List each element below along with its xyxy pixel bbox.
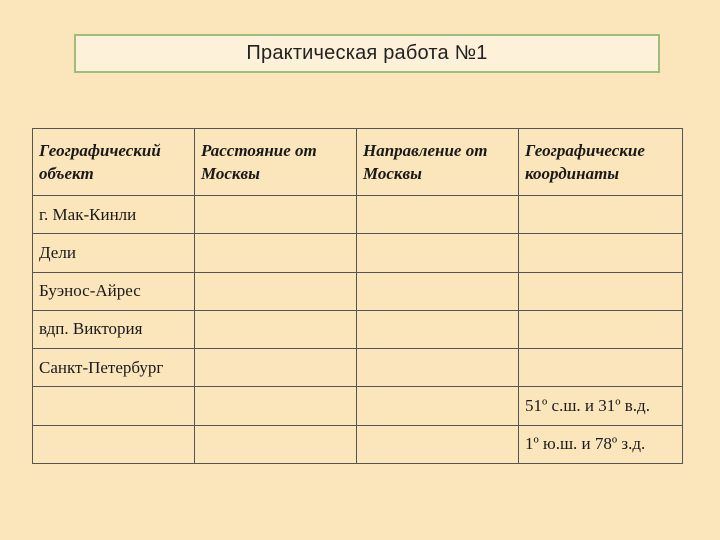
table-header-row	[33, 129, 683, 196]
cell-coordinates	[519, 234, 683, 272]
table-row	[33, 272, 683, 310]
table-row	[33, 387, 683, 425]
cell-distance	[195, 310, 357, 348]
cell-object: вдп. Виктория	[33, 310, 195, 348]
table-row	[33, 310, 683, 348]
cell-direction	[357, 349, 519, 387]
table-row	[33, 196, 683, 234]
page-title: Практическая работа №1	[74, 34, 660, 73]
cell-coordinates	[519, 196, 683, 234]
cell-coordinates	[519, 349, 683, 387]
cell-object: Санкт-Петербург	[33, 349, 195, 387]
cell-distance	[195, 349, 357, 387]
cell-coordinates	[519, 272, 683, 310]
header-geographic-coordinates: Географические координаты	[519, 129, 683, 196]
header-direction-from-moscow: Направление от Москвы	[357, 129, 519, 196]
cell-object	[33, 425, 195, 463]
header-geographic-object: Географический объект	[33, 129, 195, 196]
header-distance-from-moscow: Расстояние от Москвы	[195, 129, 357, 196]
cell-object: Буэнос-Айрес	[33, 272, 195, 310]
table-row	[33, 349, 683, 387]
cell-object	[33, 387, 195, 425]
cell-direction	[357, 310, 519, 348]
cell-distance	[195, 196, 357, 234]
cell-object: г. Мак-Кинли	[33, 196, 195, 234]
cell-direction	[357, 196, 519, 234]
cell-direction	[357, 425, 519, 463]
practical-work-table	[32, 128, 682, 464]
cell-distance	[195, 234, 357, 272]
cell-direction	[357, 234, 519, 272]
data-table	[32, 128, 683, 464]
table-row	[33, 234, 683, 272]
cell-direction	[357, 387, 519, 425]
cell-coordinates: 1º ю.ш. и 78º з.д.	[519, 425, 683, 463]
cell-direction	[357, 272, 519, 310]
cell-distance	[195, 425, 357, 463]
cell-object: Дели	[33, 234, 195, 272]
table-row	[33, 425, 683, 463]
cell-coordinates	[519, 310, 683, 348]
cell-coordinates: 51º с.ш. и 31º в.д.	[519, 387, 683, 425]
cell-distance	[195, 272, 357, 310]
cell-distance	[195, 387, 357, 425]
